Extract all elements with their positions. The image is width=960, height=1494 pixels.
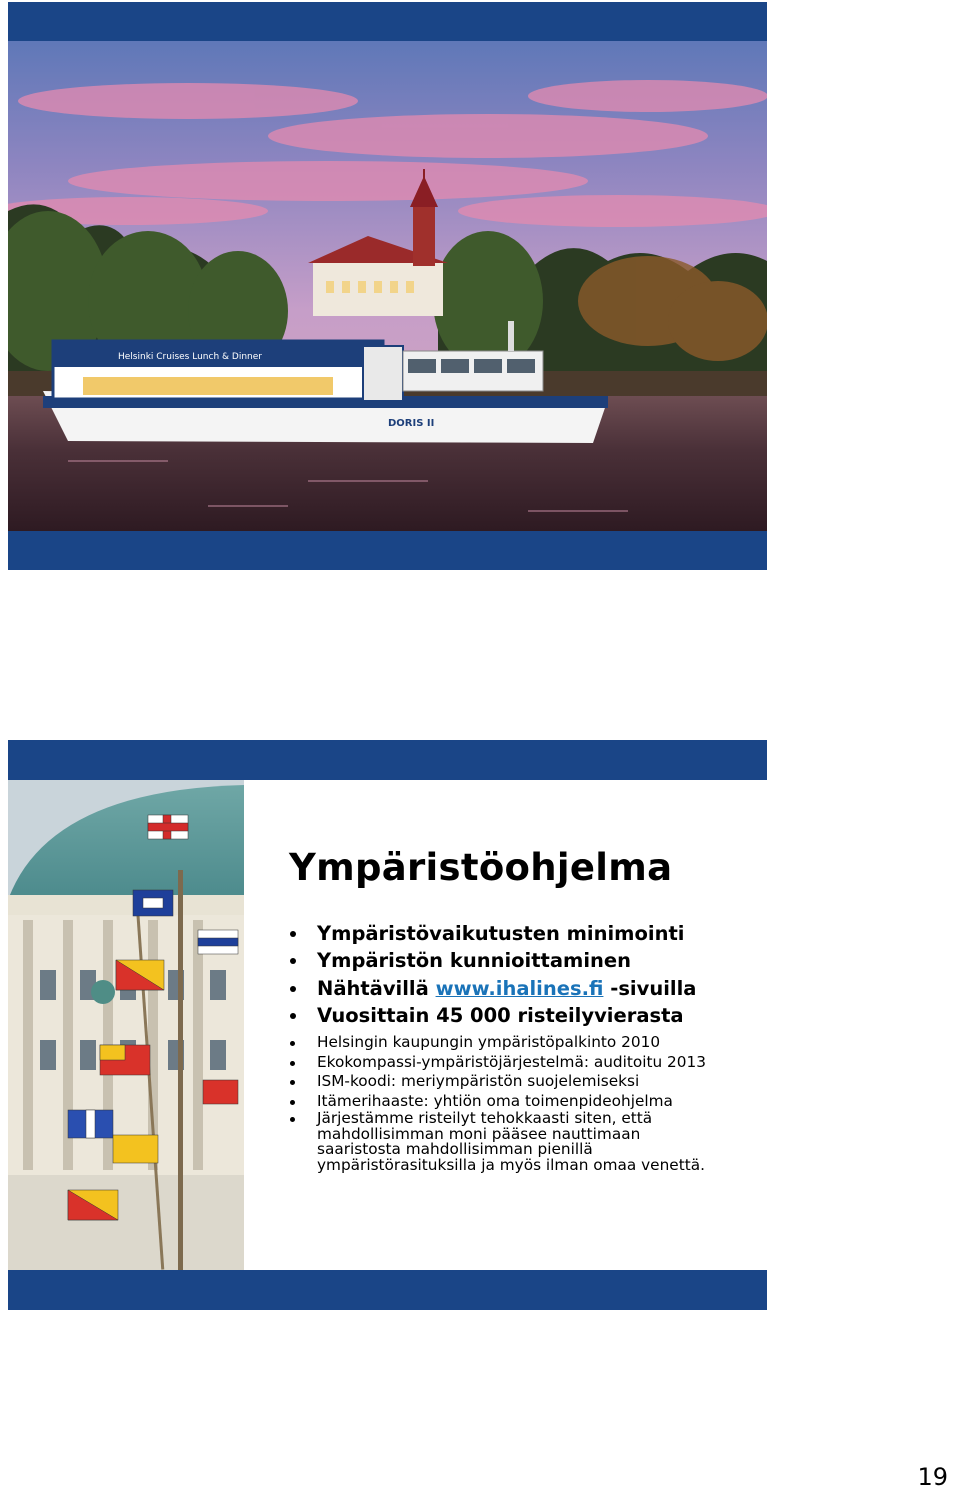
- detail-bullet-item-multiline: [290, 1111, 706, 1173]
- slide2-top-bar: [8, 740, 767, 780]
- boat-name-text: DORIS II: [388, 418, 435, 429]
- detail-bullet-list: [290, 1033, 706, 1173]
- page-number: 19: [917, 1463, 948, 1491]
- bullet-suffix-text: -sivuilla: [603, 976, 697, 1000]
- bullet-item: Vuosittain 45 000 risteilyvierasta: [290, 1002, 696, 1029]
- slide2-bottom-bar: [8, 1270, 767, 1310]
- bullet-prefix-text: Nähtävillä: [317, 976, 436, 1000]
- slide1-top-bar: [8, 2, 767, 41]
- bullet-item: Ympäristön kunnioittaminen: [290, 947, 696, 974]
- bullet-item: Ympäristövaikutusten minimointi: [290, 920, 696, 947]
- bullet-line: Järjestämme risteilyt tehokkaasti siten, että: [317, 1109, 653, 1127]
- detail-bullet-item: Ekokompassi-ympäristöjärjestelmä: auditoitu 2013: [290, 1053, 706, 1073]
- cathedral-flags-photo: [8, 780, 244, 1270]
- boat-photo: [8, 41, 767, 531]
- detail-bullet-item: ISM-koodi: meriympäristön suojelemiseksi: [290, 1072, 706, 1092]
- detail-bullet-item: Helsingin kaupungin ympäristöpalkinto 2010: [290, 1033, 706, 1053]
- bullet-item: [290, 975, 696, 1002]
- boat-banner-text: Helsinki Cruises Lunch & Dinner: [118, 352, 262, 362]
- detail-bullet-item: Itämerihaaste: yhtiön oma toimenpideohjelma: [290, 1092, 706, 1112]
- bullet-line: saaristosta mahdollisimman pienillä: [317, 1140, 593, 1159]
- main-bullet-list: [290, 920, 696, 1030]
- website-link[interactable]: www.ihalines.fi: [435, 976, 604, 1000]
- slide-title: Ympäristöohjelma: [289, 846, 673, 889]
- bullet-line: ympäristörasituksilla ja myös ilman omaa venettä.: [317, 1155, 705, 1174]
- slide1-bottom-bar: [8, 531, 767, 570]
- bullet-line: mahdollisimman moni pääsee nauttimaan: [317, 1124, 641, 1143]
